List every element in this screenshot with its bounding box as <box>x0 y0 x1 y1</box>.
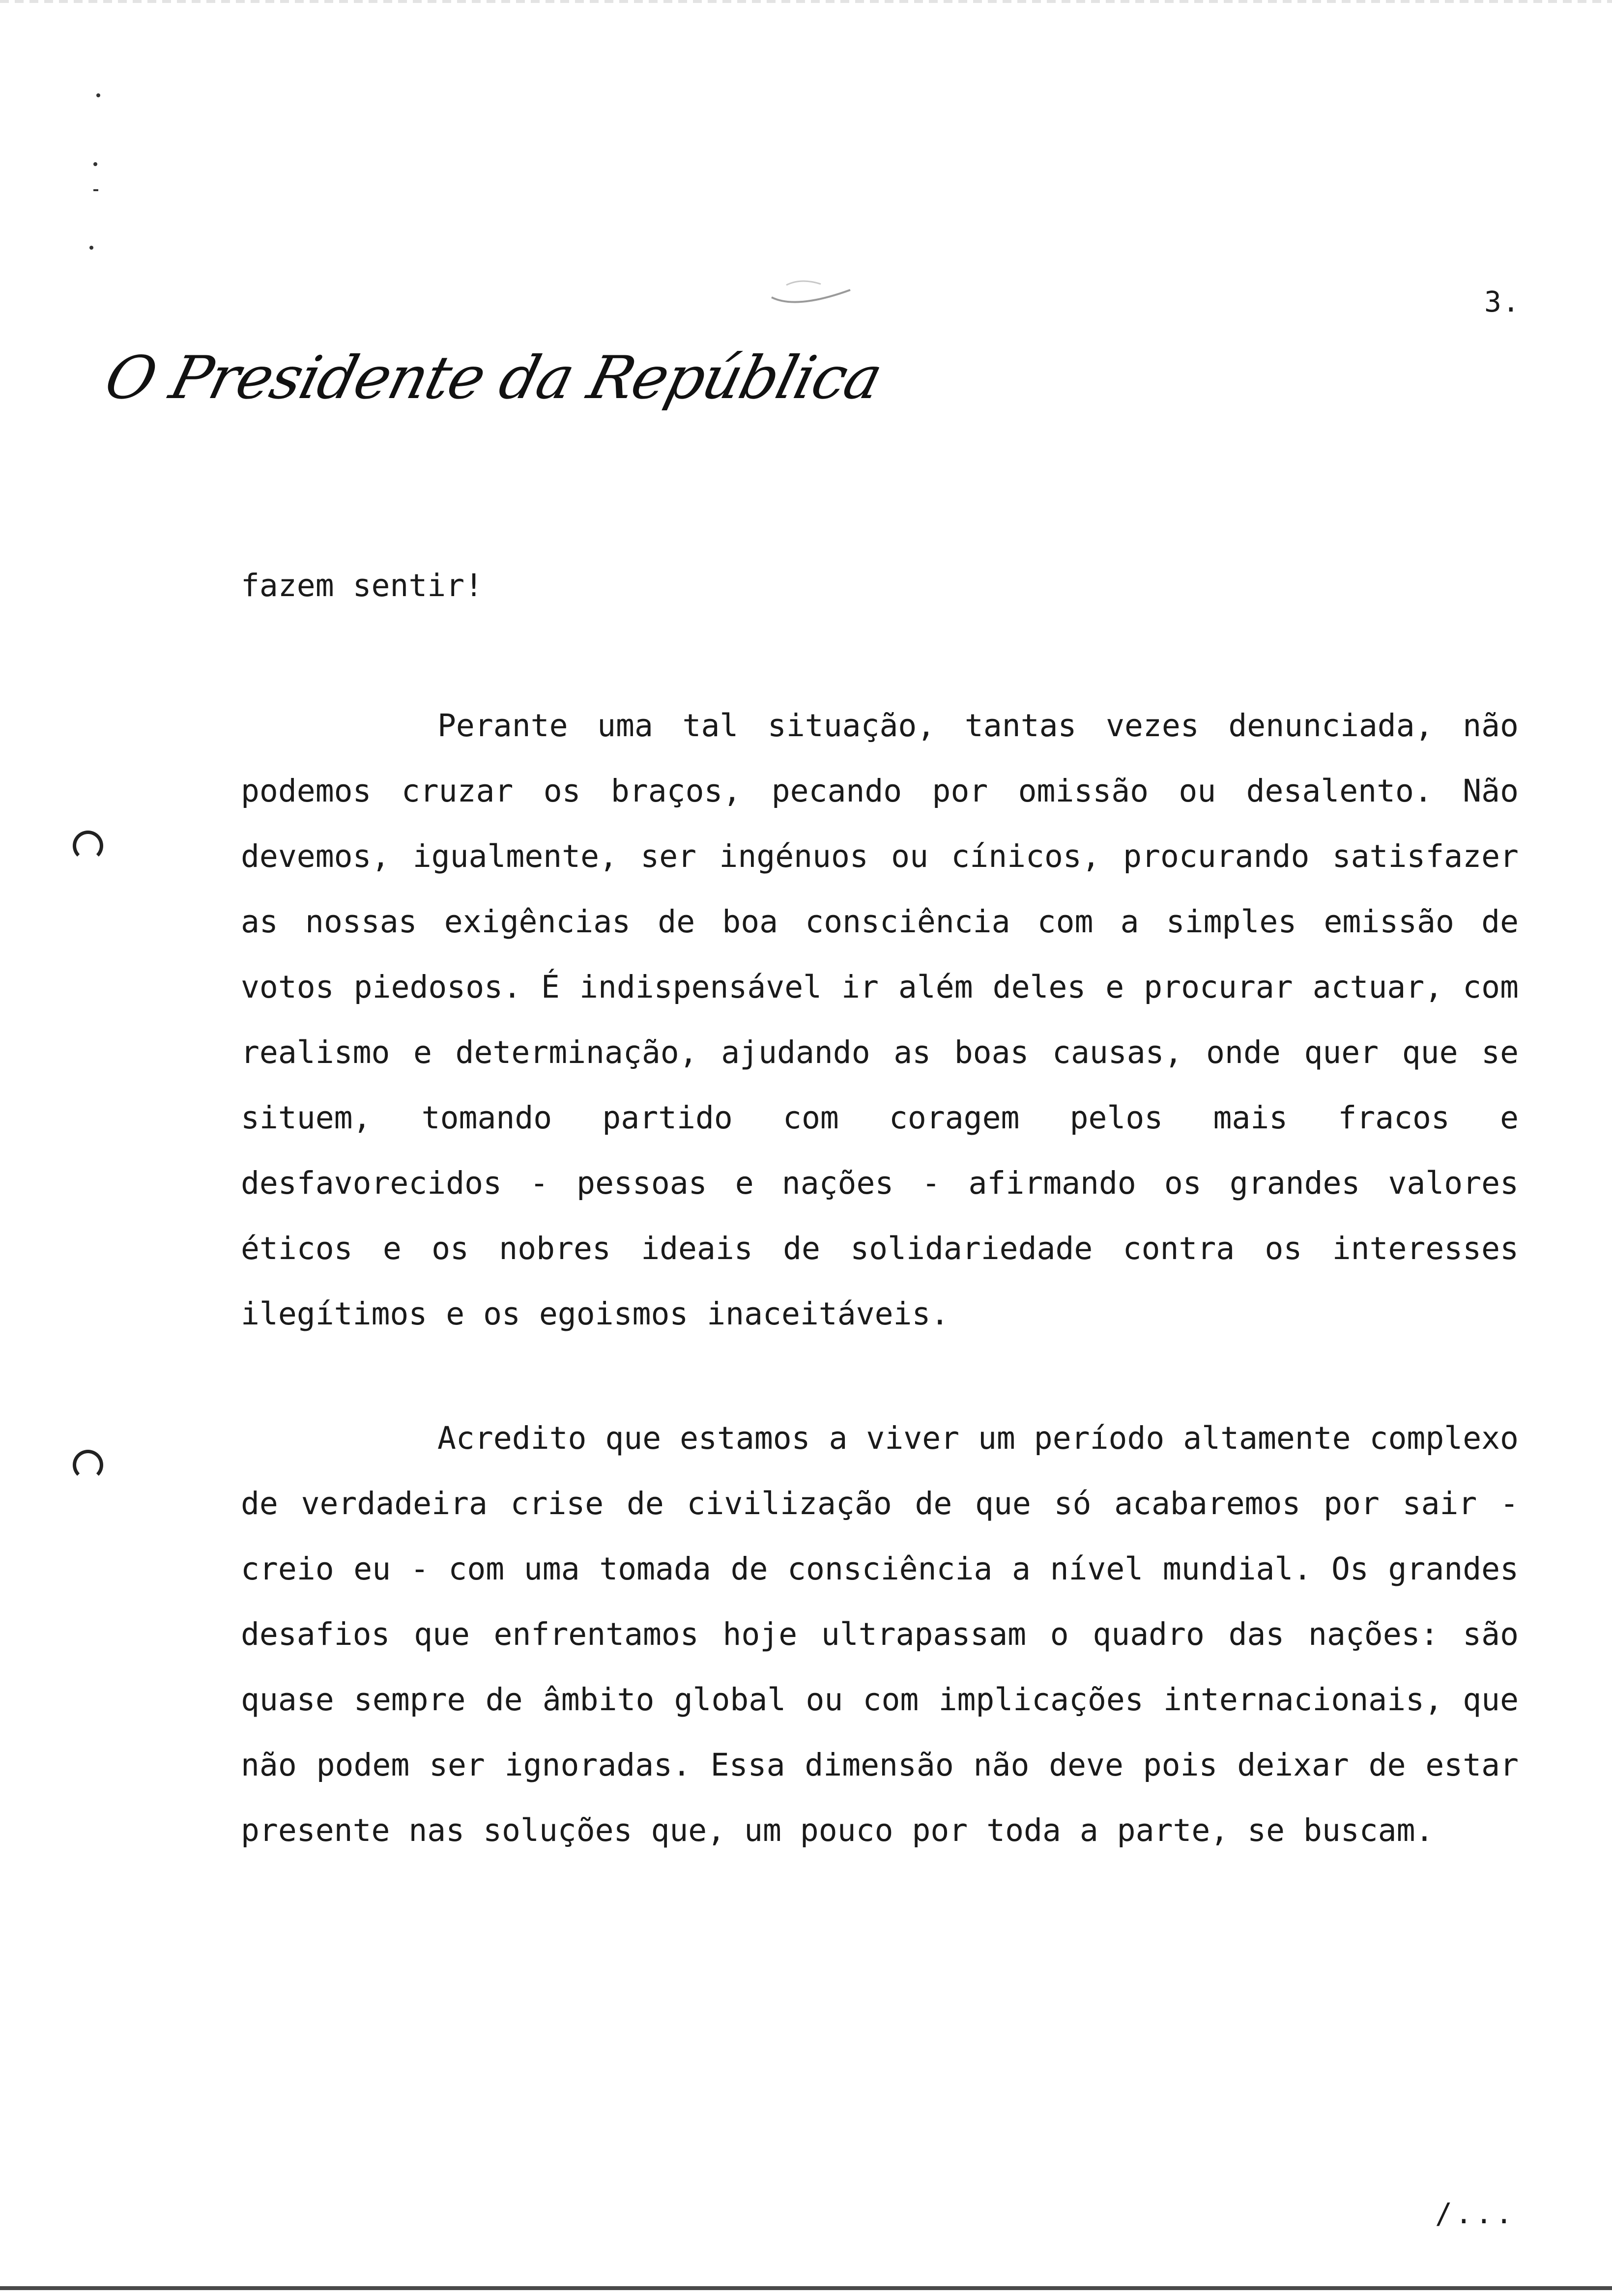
scan-bottom-edge <box>0 2286 1612 2290</box>
faint-stamp-mark <box>767 256 860 315</box>
page-number: 3. <box>1484 285 1521 318</box>
margin-speck <box>93 162 97 166</box>
opening-line: fazem sentir! <box>241 568 484 603</box>
paragraph-1: Perante uma tal situação, tantas vezes denunciada, não podemos cruzar os braços, pecando por omissão ou desalento. Não devemos, igualmente, ser ingénuos ou cínicos, procurando satisfazer as nossas exigências de boa consciência com a simples emissão de votos piedosos. É indispensável ir além deles e procurar actuar, com realismo e determinação, ajudando as boas causas, onde quer que se situem, tomando partido com coragem pelos mais fracos e desfavorecidos - pessoas e nações - afirmando os grandes valores éticos e os nobres ideais de solidariedade contra os interesses ilegítimos e os egoismos inaceitáveis. <box>241 708 1519 1332</box>
margin-speck <box>93 189 98 191</box>
margin-speck <box>96 93 100 97</box>
continuation-mark: /... <box>1435 2197 1516 2230</box>
scan-top-edge <box>0 0 1612 3</box>
punch-hole <box>73 1450 103 1480</box>
paragraph-2: Acredito que estamos a viver um período altamente complexo de verdadeira crise de civilização de que só acabaremos por sair - creio eu - com uma tomada de consciência a nível mundial. Os grandes desafios que enfrentamos hoje ultrapassam o quadro das nações: são quase sempre de âmbito global ou com implicações internacionais, que não podem ser ignoradas. Essa dimensão não deve pois deixar de estar presente nas soluções que, um pouco por toda a parte, se buscam. <box>241 1420 1519 1848</box>
margin-speck <box>89 246 93 250</box>
punch-hole <box>73 831 103 861</box>
letterhead-title: O Presidente da República <box>98 344 889 412</box>
